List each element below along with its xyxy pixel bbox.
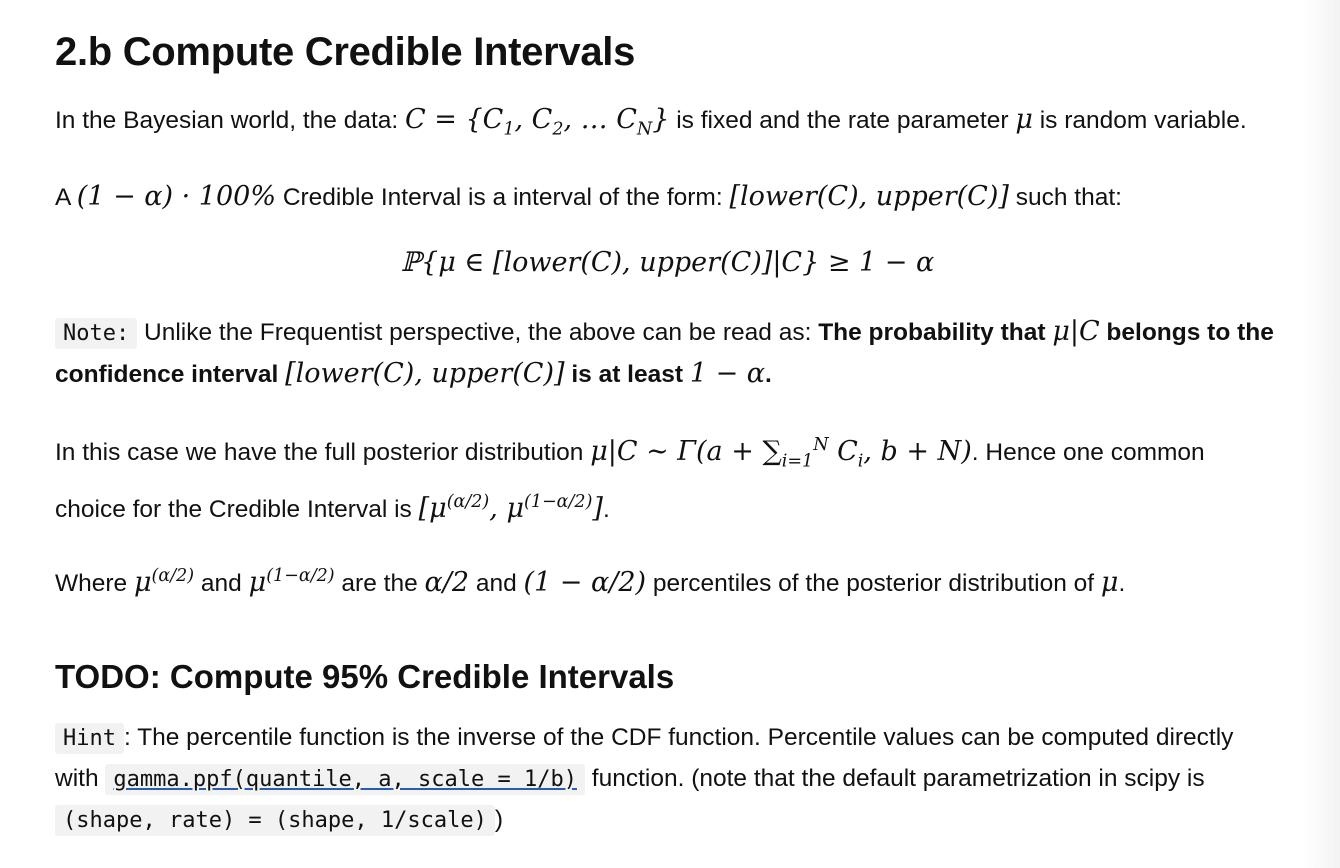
math-alpha-half: α/2 bbox=[424, 566, 470, 598]
math-superscript: N bbox=[813, 435, 829, 456]
text-span: function. (note that the default parametrization in scipy is bbox=[584, 764, 1205, 792]
math-subscript: 1 bbox=[503, 119, 515, 140]
math-superscript: (1−α/2) bbox=[524, 491, 593, 512]
math-posterior-gamma bbox=[590, 435, 972, 472]
math-span: C = {C bbox=[405, 104, 504, 135]
text-span: percentiles of the posterior distribution of bbox=[646, 569, 1101, 597]
math-span: μ|C ∼ Γ(a + ∑ bbox=[590, 436, 782, 468]
note-label: Note: bbox=[55, 318, 137, 349]
math-interval-form: [lower(C), upper(C)] bbox=[729, 181, 1009, 213]
paragraph-posterior bbox=[55, 425, 1280, 529]
todo-heading: TODO: Compute 95% Credible Intervals bbox=[55, 657, 675, 695]
paragraph-percentiles bbox=[55, 556, 1280, 604]
math-mu: μ bbox=[1015, 104, 1033, 135]
math-span: , b + N) bbox=[863, 436, 972, 468]
gamma-ppf-code-link[interactable]: gamma.ppf(quantile, a, scale = 1/b) bbox=[105, 764, 585, 795]
text-span: A bbox=[55, 184, 77, 212]
math-span: , C bbox=[514, 104, 553, 135]
math-subscript: i=1 bbox=[781, 451, 814, 472]
text-span: In the Bayesian world, the data: bbox=[55, 107, 406, 134]
text-span: are the bbox=[334, 569, 425, 597]
math-interval-form: [lower(C), upper(C)] bbox=[285, 358, 565, 390]
bold-span: is at least bbox=[564, 361, 690, 389]
paragraph-credible-interval-definition bbox=[55, 177, 1280, 218]
math-superscript: (α/2) bbox=[151, 565, 195, 586]
bold-span: . bbox=[765, 361, 772, 389]
math-span: [μ bbox=[418, 492, 447, 524]
text-span: and bbox=[194, 569, 249, 597]
math-superscript: (α/2) bbox=[446, 491, 490, 512]
math-data-set bbox=[405, 104, 670, 140]
text-span: is random variable. bbox=[1032, 107, 1247, 134]
text-span: In this case we have the full posterior distribution bbox=[55, 439, 591, 467]
math-span: ] bbox=[592, 492, 603, 524]
math-span: } bbox=[652, 104, 670, 135]
text-span: ) bbox=[494, 805, 504, 833]
text-span: Unlike the Frequentist perspective, the above can be read as: bbox=[137, 319, 819, 347]
text-span: and bbox=[469, 569, 524, 597]
hint-label: Hint bbox=[55, 723, 124, 754]
math-mu: μ bbox=[1100, 566, 1119, 598]
math-confidence-level: (1 − α) · 100% bbox=[76, 181, 277, 213]
scrollbar-track[interactable] bbox=[1302, 0, 1340, 868]
math-mu-given-c: μ|C bbox=[1052, 316, 1100, 348]
math-span: μ bbox=[248, 566, 267, 598]
math-span: μ bbox=[133, 566, 152, 598]
math-credible-interval bbox=[419, 493, 603, 524]
bold-span: The probability that bbox=[818, 319, 1053, 347]
math-span: , μ bbox=[489, 492, 524, 524]
text-span: : The percentile function is the inverse of the CDF function. Percentile values can be computed directly with bbox=[55, 723, 1234, 792]
text-span: . Hence one common choice for the Credible Interval is bbox=[55, 439, 1205, 523]
hint-paragraph bbox=[55, 718, 1280, 841]
text-span: Credible Interval is a interval of the form: bbox=[276, 184, 730, 212]
math-subscript: i bbox=[857, 451, 864, 472]
notebook-markdown-cell bbox=[55, 24, 1280, 841]
math-one-minus-alpha-half: (1 − α/2) bbox=[523, 566, 647, 598]
text-span: . bbox=[1118, 569, 1126, 597]
text-span: is fixed and the rate parameter bbox=[669, 107, 1016, 134]
math-span: , … C bbox=[563, 104, 637, 135]
bold-span: belongs to the confidence interval bbox=[55, 319, 1274, 389]
math-subscript: 2 bbox=[552, 119, 564, 140]
section-title: 2.b Compute Credible Intervals bbox=[55, 30, 636, 74]
text-span: . bbox=[602, 495, 610, 523]
text-span: Where bbox=[55, 569, 134, 597]
math-one-minus-alpha: 1 − α bbox=[689, 358, 766, 390]
math-subscript: N bbox=[636, 119, 653, 140]
math-superscript: (1−α/2) bbox=[266, 565, 335, 586]
display-equation: ℙ{μ ∈ [lower(C), upper(C)]|C} ≥ 1 − α bbox=[400, 247, 935, 279]
math-span: C bbox=[828, 436, 858, 468]
paragraph-bayesian-world bbox=[55, 100, 1280, 149]
math-mu-lower bbox=[134, 567, 194, 598]
math-mu-upper bbox=[249, 567, 335, 598]
parametrization-code: (shape, rate) = (shape, 1/scale) bbox=[55, 805, 495, 836]
text-span: such that: bbox=[1008, 184, 1122, 212]
note-paragraph bbox=[55, 312, 1280, 395]
